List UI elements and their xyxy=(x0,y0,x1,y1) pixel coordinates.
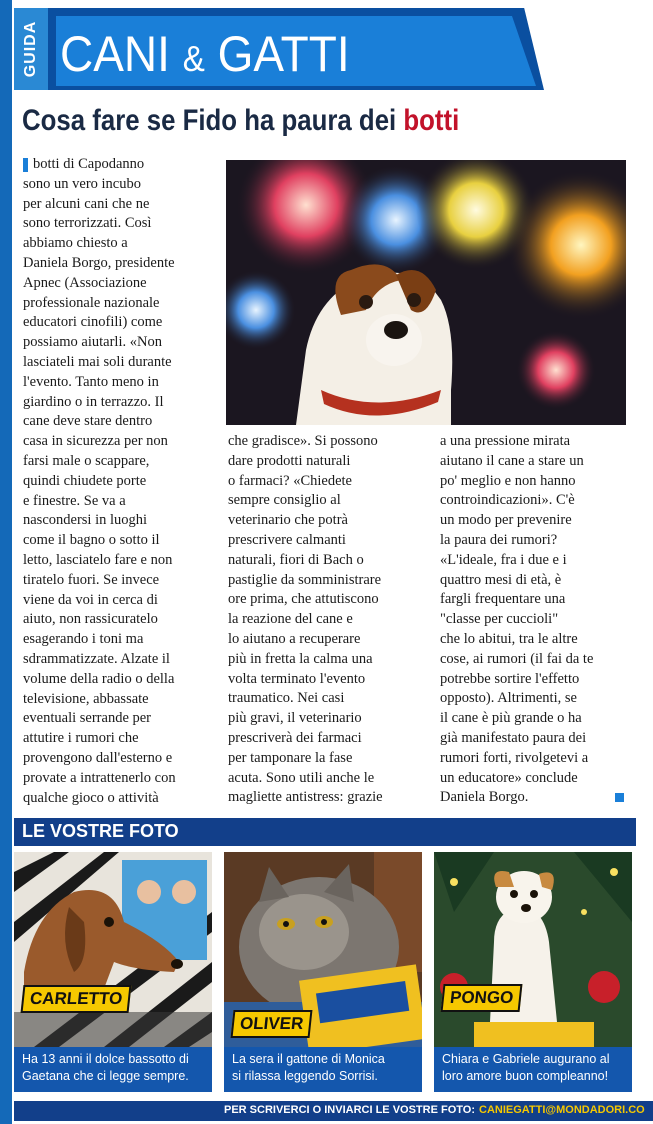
caption-line: La sera il gattone di Monica xyxy=(232,1052,385,1066)
article-line: sono terrorizzati. Così xyxy=(23,215,152,232)
caption-line: Gaetana che ci legge sempre. xyxy=(22,1069,189,1083)
footer-text: PER SCRIVERCI O INVIARCI LE VOSTRE FOTO: xyxy=(224,1104,475,1116)
pet-name-tag: OLIVER xyxy=(231,1010,313,1038)
article-line: Apnec (Associazione xyxy=(23,274,147,291)
article-line: opposto). Altrimenti, se xyxy=(440,690,577,707)
article-line: la paura dei rumori? xyxy=(440,531,558,548)
article-line: volta terminato l'evento xyxy=(228,670,366,687)
article-line: potrebbe sortire l'effetto xyxy=(440,670,580,687)
section-tag-label: GUIDA xyxy=(22,20,39,78)
reader-photo-card xyxy=(434,852,632,1092)
article-line: che lo abitui, tra le altre xyxy=(440,630,578,647)
article-line: fargli frequentare una xyxy=(440,591,566,608)
article-line: aiuto, non rassicuratelo xyxy=(23,611,158,628)
article-line: tiratelo fuori. Se invece xyxy=(23,571,160,588)
article-line: naturali, fiori di Bach o xyxy=(228,551,364,568)
article-line: botti di Capodanno xyxy=(23,155,213,175)
article-line: un modo per prevenire xyxy=(440,512,572,529)
article-line: cose, ai rumori (il fai da te xyxy=(440,650,594,667)
photos-section-bar xyxy=(14,818,636,846)
article-line: sono un vero incubo xyxy=(23,175,141,192)
article-line: Daniela Borgo, presidente xyxy=(23,254,175,271)
article-line: più in fretta la calma una xyxy=(228,650,373,667)
article-line: lasciateli mai soli durante xyxy=(23,353,172,370)
article-headline xyxy=(22,104,459,138)
article-line: farsi male o scappare, xyxy=(23,452,150,469)
dog-fireworks-illustration xyxy=(226,160,626,425)
article-line: lo aiutano a recuperare xyxy=(228,630,361,647)
reader-photo-card xyxy=(224,852,422,1092)
reader-photo xyxy=(14,852,212,1047)
article-line: un educatore» conclude xyxy=(440,769,578,786)
article-line: e finestre. Se va a xyxy=(23,492,126,509)
article-line: eventuali serrande per xyxy=(23,710,152,727)
main-photo-dog-fireworks xyxy=(226,160,626,425)
article-line: esagerando i toni ma xyxy=(23,631,144,648)
article-line: più gravi, il veterinario xyxy=(228,710,362,727)
pet-name-tag: PONGO xyxy=(441,984,523,1012)
header-title xyxy=(60,26,350,87)
article-line: sdrammatizzate. Alzate il xyxy=(23,650,170,667)
photos-section-title: LE VOSTRE FOTO xyxy=(22,821,179,841)
article-line: il cane è più grande o ha xyxy=(440,710,582,727)
headline-highlight: botti xyxy=(403,104,460,137)
drop-cap-marker xyxy=(23,158,28,172)
article-line: prescrivere calmanti xyxy=(228,531,346,548)
article-line: veterinario che potrà xyxy=(228,512,348,529)
caption-line: loro amore buon compleanno! xyxy=(442,1069,609,1083)
article-line: televisione, abbassate xyxy=(23,690,149,707)
article-line: abbiamo chiesto a xyxy=(23,235,128,252)
left-accent-bar xyxy=(0,0,12,1124)
article-line: pastiglie da somministrare xyxy=(228,571,382,588)
article-end-mark xyxy=(615,793,624,802)
article-line: volume della radio o della xyxy=(23,670,175,687)
article-line: controindicazioni». C'è xyxy=(440,492,575,509)
article-line: "classe per cuccioli" xyxy=(440,611,559,628)
article-line: possiamo aiutarli. «Non xyxy=(23,334,162,351)
article-line: per tamponare la fase xyxy=(228,749,353,766)
article-line: ore prima, che attutiscono xyxy=(228,591,379,608)
article-column-2 xyxy=(228,432,428,808)
article-line: letto, lasciatelo fare e non xyxy=(23,551,173,568)
footer-email-link[interactable]: CANIEGATTI@MONDADORI.CO xyxy=(479,1104,645,1116)
article-line: acuta. Sono utili anche le xyxy=(228,769,375,786)
article-line: già manifestato paura dei xyxy=(440,729,587,746)
article-line: l'evento. Tanto meno in xyxy=(23,373,159,390)
footer-bar xyxy=(14,1101,653,1121)
photo-caption xyxy=(22,1051,208,1085)
article-line: magliette antistress: grazie xyxy=(228,789,383,806)
article-line: prescriverà dei farmaci xyxy=(228,729,362,746)
article-line: o farmaci? «Chiedete xyxy=(228,472,352,489)
header-title-cani: CANI xyxy=(60,26,170,82)
article-line: professionale nazionale xyxy=(23,294,160,311)
article-line: Daniela Borgo. xyxy=(440,789,529,806)
header-title-amp: & xyxy=(182,38,205,79)
article-line: che gradisce». Si possono xyxy=(228,433,378,449)
article-line: educatori cinofili) come xyxy=(23,314,163,331)
article-line: qualche gioco o attività xyxy=(23,789,159,806)
article-line: cane deve stare dentro xyxy=(23,413,153,430)
article-line: «L'ideale, fra i due e i xyxy=(440,551,567,568)
article-line: giardino o in terrazzo. Il xyxy=(23,393,164,410)
pet-name-tag: CARLETTO xyxy=(21,985,132,1013)
article-line: come il bagno o sotto il xyxy=(23,532,160,549)
article-column-3 xyxy=(440,432,635,808)
article-column-1 xyxy=(23,155,213,808)
article-line: la reazione del cane e xyxy=(228,611,353,628)
article-line: provengono dall'esterno e xyxy=(23,749,173,766)
caption-line: Ha 13 anni il dolce bassotto di xyxy=(22,1052,189,1066)
reader-photo-card xyxy=(14,852,212,1092)
header-title-gatti: GATTI xyxy=(217,26,350,82)
dog-christmas-photo-illustration xyxy=(434,852,632,1047)
article-line: traumatico. Nei casi xyxy=(228,690,345,707)
headline-text: Cosa fare se Fido ha paura dei xyxy=(22,104,404,137)
article-line: quattro mesi di età, è xyxy=(440,571,562,588)
article-line: a una pressione mirata xyxy=(440,433,571,449)
article-line: sempre consiglio al xyxy=(228,492,341,509)
caption-line: Chiara e Gabriele augurano al xyxy=(442,1052,610,1066)
caption-line: si rilassa leggendo Sorrisi. xyxy=(232,1069,378,1083)
article-line: nascondersi in luoghi xyxy=(23,512,148,529)
article-line: rumori forti, rivolgetevi a xyxy=(440,749,589,766)
article-line: per alcuni cani che ne xyxy=(23,195,150,212)
article-line: aiutano il cane a stare un xyxy=(440,452,584,469)
dachshund-photo-illustration xyxy=(14,852,212,1047)
article-line: po' meglio e non hanno xyxy=(440,472,576,489)
reader-photo xyxy=(434,852,632,1047)
section-tag xyxy=(14,8,48,90)
article-line: viene da voi in cerca di xyxy=(23,591,158,608)
article-line: quindi chiudete porte xyxy=(23,472,147,489)
article-line: provate a intrattenerlo con xyxy=(23,769,176,786)
article-line: dare prodotti naturali xyxy=(228,452,351,469)
article-line: casa in sicurezza per non xyxy=(23,433,168,450)
photo-caption xyxy=(232,1051,418,1085)
photo-caption xyxy=(442,1051,628,1085)
article-line: attutire i rumori che xyxy=(23,730,139,747)
